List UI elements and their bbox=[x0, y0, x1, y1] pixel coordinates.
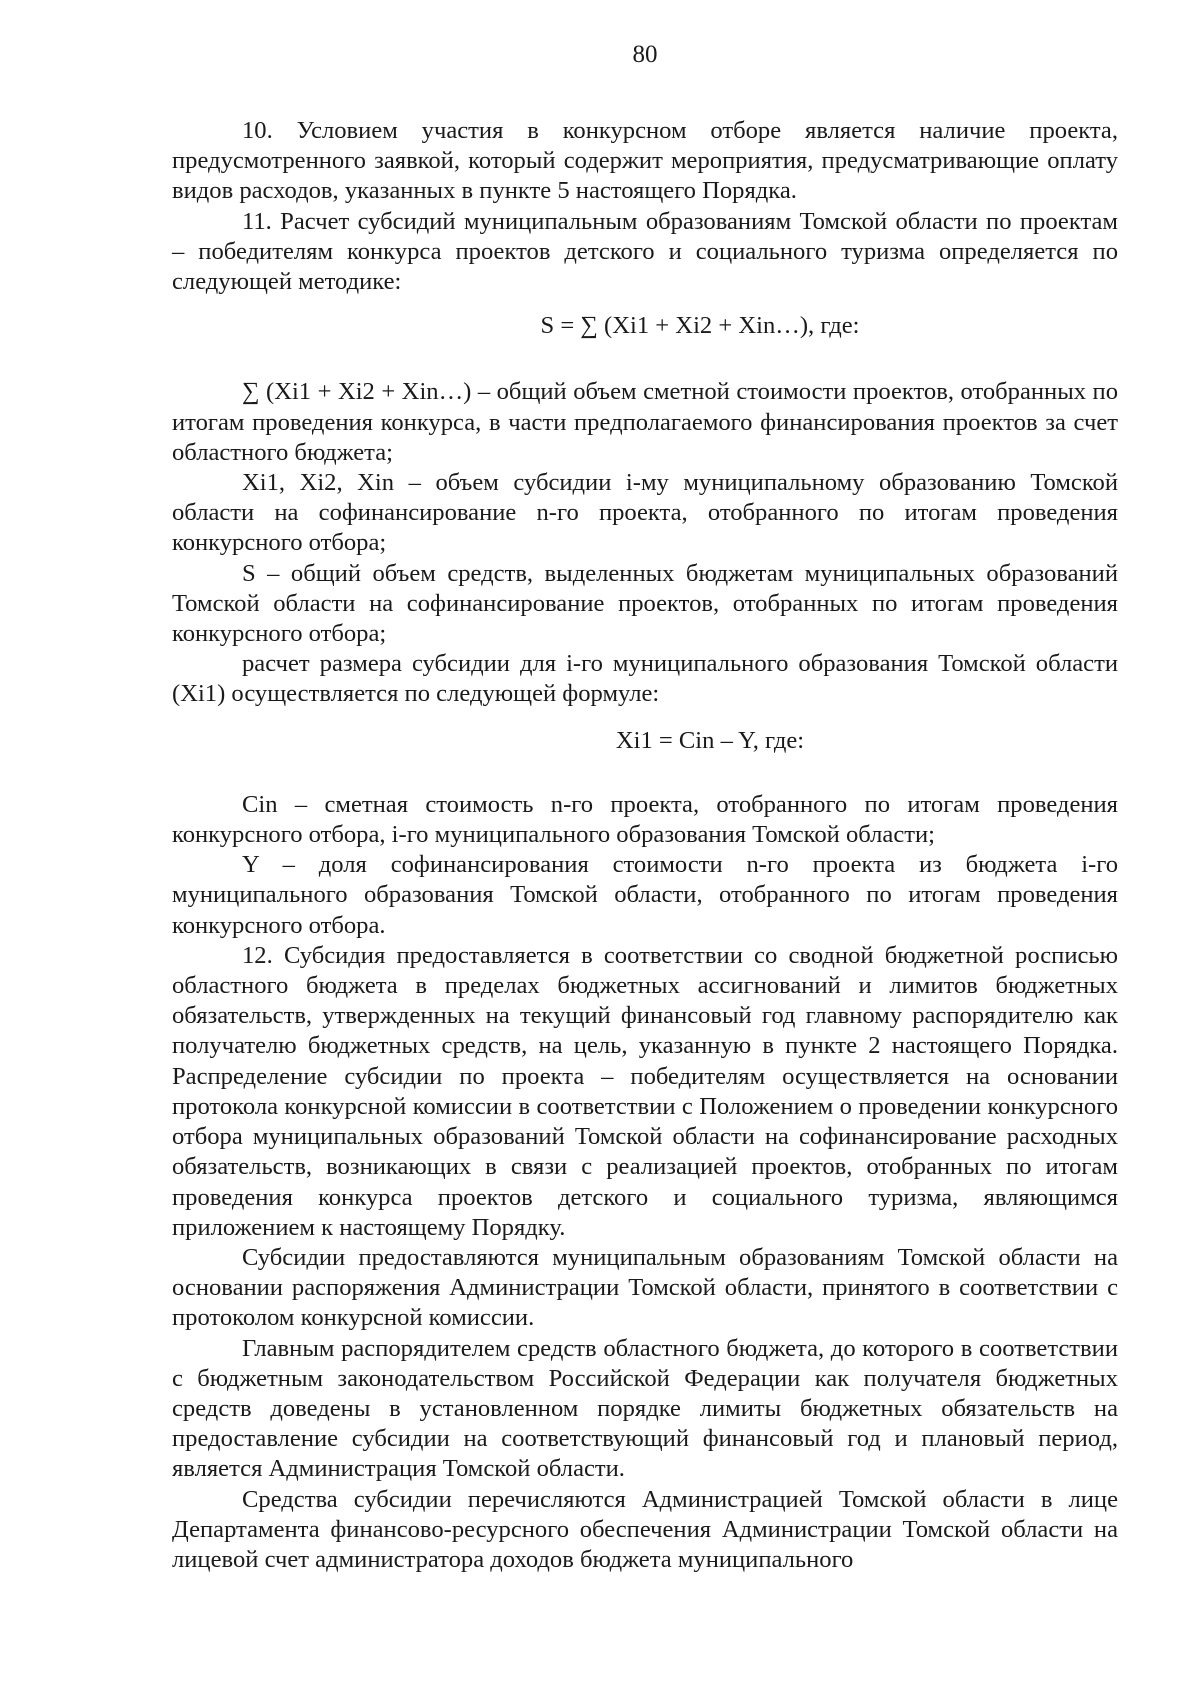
paragraph-12: 12. Субсидия предоставляется в соответствии со сводной бюджетной росписью областного бюджета в пределах бюджетных ассигнований и лимитов бюджетных обязательств, утвержденных на текущий финансовый год главному распорядителю как получателю бюджетных средств, на цель, указанную в пункте 2 настоящего Порядка. Распределение субсидии по проекта – победителям осуществляется на основании протокола конкурсной комиссии в соответствии с Положением о проведении конкурсного отбора муниципальных образований Томской области на софинансирование расходных обязательств, возникающих в связи с реализацией проектов, отобранных по итогам проведения конкурса проектов детского и социального туризма, являющимся приложением к настоящему Порядку. bbox=[172, 941, 1118, 1241]
document-body bbox=[172, 116, 1118, 1575]
paragraph-funds-transfer: Средства субсидии перечисляются Администрацией Томской области в лице Департамента финансово-ресурсного обеспечения Администрации Томской области на лицевой счет администратора доходов бюджета муниципального bbox=[172, 1485, 1118, 1573]
paragraph-subsidies-granted: Субсидии предоставляются муниципальным образованиям Томской области на основании распоряжения Администрации Томской области, принятого в соответствии с протоколом конкурсной комиссии. bbox=[172, 1243, 1118, 1332]
formula-total-subsidy: S = ∑ (Xi1 + Xi2 + Xin…), где: bbox=[540, 312, 860, 340]
paragraph-main-administrator: Главным распорядителем средств областного бюджета, до которого в соответствии с бюджетным законодательством Российской Федерации как получателя бюджетных средств доведены в установленном порядке лимиты бюджетных обязательств на предоставление субсидии на соответствующий финансовый год и плановый период, является Администрация Томской области. bbox=[172, 1334, 1118, 1483]
definition-cin: Cin – сметная стоимость n-го проекта, отобранного по итогам проведения конкурсного отбора, i-го муниципального образования Томской области; bbox=[172, 790, 1118, 849]
definition-sum: ∑ (Xi1 + Xi2 + Xin…) – общий объем сметной стоимости проектов, отобранных по итогам проведения конкурса, в части предполагаемого финансирования проектов за счет областного бюджета; bbox=[172, 378, 1118, 466]
calculation-intro: расчет размера субсидии для i-го муниципального образования Томской области (Xi1) осуществляется по следующей формуле: bbox=[172, 650, 1118, 708]
definition-s: S – общий объем средств, выделенных бюджетам муниципальных образований Томской области на софинансирование проектов, отобранных по итогам проведения конкурсного отбора; bbox=[172, 559, 1118, 648]
definition-xi: Xi1, Xi2, Xin – объем субсидии i-му муниципальному образованию Томской области на софинансирование n-го проекта, отобранного по итогам проведения конкурсного отбора; bbox=[172, 469, 1118, 557]
paragraph-11: 11. Расчет субсидий муниципальным образованиям Томской области по проектам – победителям конкурса проектов детского и социального туризма определяется по следующей методике: bbox=[172, 207, 1118, 296]
formula-xi1: Xi1 = Cin – Y, где: bbox=[615, 726, 805, 754]
definition-y: Y – доля софинансирования стоимости n-го проекта из бюджета i-го муниципального образования Томской области, отобранного по итогам проведения конкурсного отбора. bbox=[172, 851, 1118, 939]
page-number: 80 bbox=[632, 41, 658, 68]
paragraph-10: 10. Условием участия в конкурсном отборе является наличие проекта, предусмотренного заявкой, который содержит мероприятия, предусматривающие оплату видов расходов, указанных в пункте 5 настоящего Порядка. bbox=[172, 117, 1118, 205]
